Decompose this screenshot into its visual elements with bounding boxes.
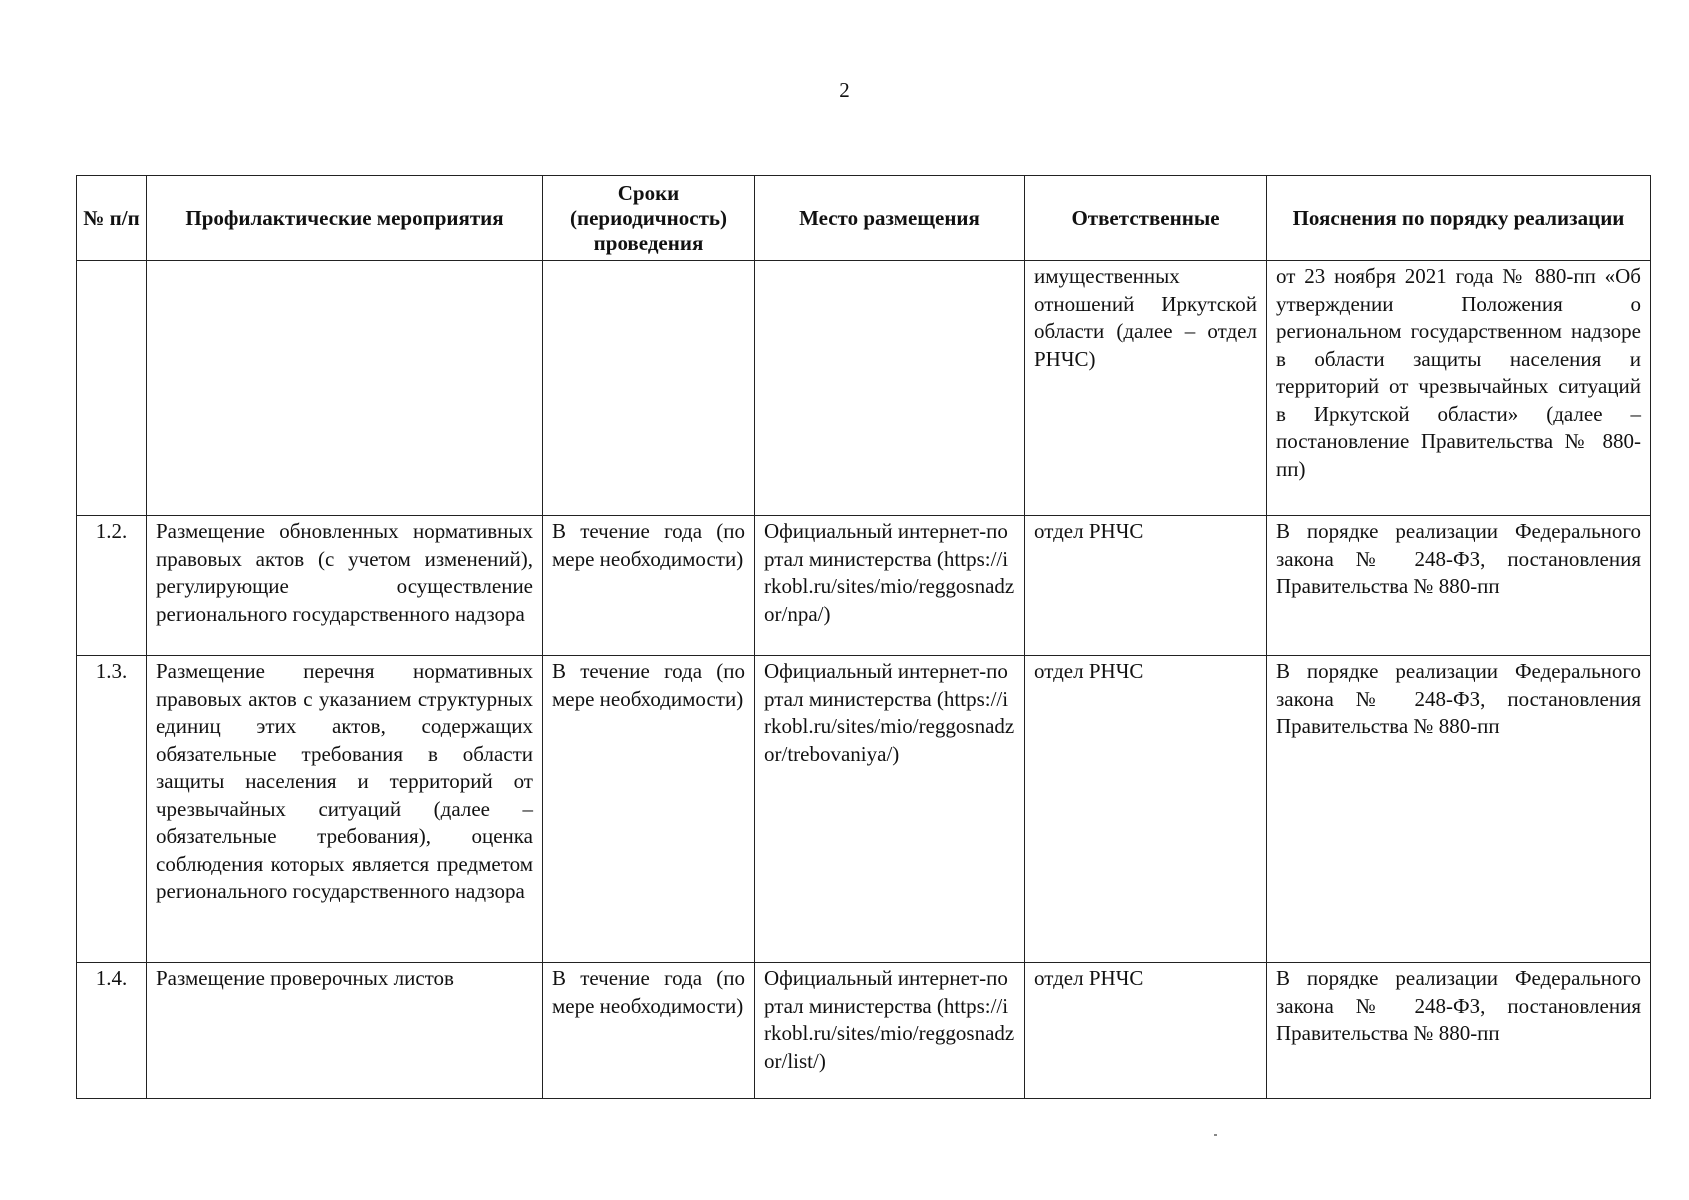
table-row (77, 656, 1651, 963)
cell-place: Официальный интернет-портал министерства (https://irkobl.ru/sites/mio/reggosnadzor/trebovaniya/) (755, 656, 1025, 963)
header-explanation: Пояснения по порядку реализации (1267, 176, 1651, 261)
cell-terms: В течение года (по мере необходимости) (543, 516, 755, 656)
cell-num: 1.3. (77, 656, 147, 963)
cell-terms: В течение года (по мере необходимости) (543, 656, 755, 963)
cell-activity: Размещение обновленных нормативных правовых актов (с учетом изменений), регулирующие осуществление регионального государственного надзора (147, 516, 543, 656)
scan-speck (1214, 1134, 1217, 1136)
prevention-plan-table (76, 175, 1651, 1099)
table-row (77, 963, 1651, 1099)
cell-num (77, 261, 147, 516)
cell-num: 1.2. (77, 516, 147, 656)
cell-explanation: В порядке реализации Федерального закона № 248-ФЗ, постановления Правительства № 880-пп (1267, 516, 1651, 656)
header-activity: Профилактические мероприятия (147, 176, 543, 261)
cell-activity: Размещение проверочных листов (147, 963, 543, 1099)
cell-activity (147, 261, 543, 516)
header-place: Место размещения (755, 176, 1025, 261)
cell-explanation: В порядке реализации Федерального закона № 248-ФЗ, постановления Правительства № 880-пп (1267, 656, 1651, 963)
table-row (77, 516, 1651, 656)
cell-terms (543, 261, 755, 516)
cell-responsible: отдел РНЧС (1025, 516, 1267, 656)
page-number: 2 (839, 78, 850, 102)
cell-explanation: В порядке реализации Федерального закона № 248-ФЗ, постановления Правительства № 880-пп (1267, 963, 1651, 1099)
cell-num: 1.4. (77, 963, 147, 1099)
cell-activity: Размещение перечня нормативных правовых актов с указанием структурных единиц этих актов, содержащих обязательные требования в области защиты населения и территорий от чрезвычайных ситуаций (далее – обязательные требования), оценка соблюдения которых является предметом регионального государственного надзора (147, 656, 543, 963)
cell-explanation: от 23 ноября 2021 года № 880-пп «Об утверждении Положения о региональном государственном надзоре в области защиты населения и территорий от чрезвычайных ситуаций в Иркутской области» (далее – постановление Правительства № 880-пп) (1267, 261, 1651, 516)
cell-responsible: имущественных отношений Иркутской области (далее – отдел РНЧС) (1025, 261, 1267, 516)
header-responsible: Ответственные (1025, 176, 1267, 261)
header-terms: Сроки (периодичность) проведения (543, 176, 755, 261)
table-header-row (77, 176, 1651, 261)
cell-responsible: отдел РНЧС (1025, 963, 1267, 1099)
cell-responsible: отдел РНЧС (1025, 656, 1267, 963)
table-row (77, 261, 1651, 516)
header-num: № п/п (77, 176, 147, 261)
cell-place: Официальный интернет-портал министерства (https://irkobl.ru/sites/mio/reggosnadzor/npa/) (755, 516, 1025, 656)
cell-terms: В течение года (по мере необходимости) (543, 963, 755, 1099)
cell-place: Официальный интернет-портал министерства (https://irkobl.ru/sites/mio/reggosnadzor/list/) (755, 963, 1025, 1099)
cell-place (755, 261, 1025, 516)
